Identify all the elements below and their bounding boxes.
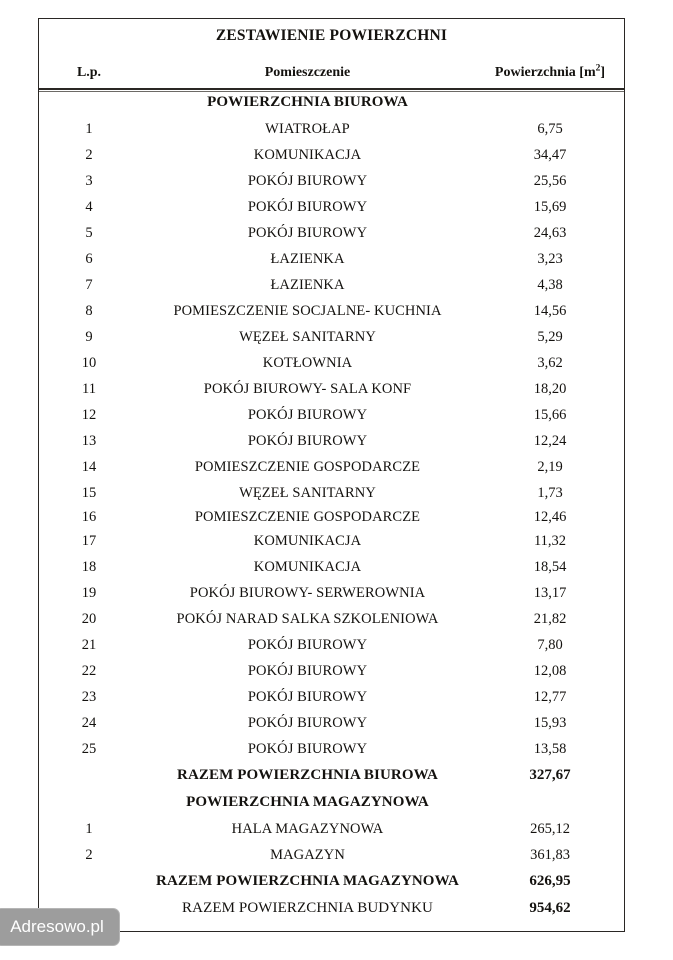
cell-name: RAZEM POWIERZCHNIA BUDYNKU xyxy=(182,900,433,916)
cell-area: 1,73 xyxy=(537,485,563,501)
table-row xyxy=(39,381,624,407)
cell-name: POKÓJ BIUROWY xyxy=(247,689,368,705)
cell-area: 15,66 xyxy=(533,407,567,423)
cell-area: 327,67 xyxy=(529,767,571,783)
cell-name: KOMUNIKACJA xyxy=(253,533,362,549)
cell-name: POKÓJ NARAD SALKA SZKOLENIOWA xyxy=(176,611,439,627)
watermark-badge xyxy=(0,908,120,946)
column-header-row xyxy=(39,65,624,88)
table-row xyxy=(39,121,624,147)
cell-name: POKÓJ BIUROWY xyxy=(247,715,368,731)
table-row xyxy=(39,407,624,433)
table-row xyxy=(39,509,624,533)
table-row xyxy=(39,147,624,173)
cell-index: 5 xyxy=(85,225,93,241)
cell-name: WIATROŁAP xyxy=(265,121,350,137)
section-heading-row xyxy=(39,94,624,121)
cell-name: ŁAZIENKA xyxy=(270,251,345,267)
table-row xyxy=(39,355,624,381)
column-header-area-suffix: ] xyxy=(600,65,606,80)
section-total-row xyxy=(39,873,624,900)
cell-area: 12,24 xyxy=(533,433,567,449)
cell-area: 4,38 xyxy=(537,277,563,293)
column-header-area-superscript: 2 xyxy=(595,63,601,74)
cell-index: 10 xyxy=(81,355,97,371)
column-header-name: Pomieszczenie xyxy=(264,65,351,80)
cell-area: 18,54 xyxy=(533,559,567,575)
cell-index: 11 xyxy=(82,381,96,397)
table-row xyxy=(39,663,624,689)
table-row xyxy=(39,173,624,199)
cell-index: 13 xyxy=(81,433,97,449)
cell-index: 18 xyxy=(81,559,97,575)
table-row xyxy=(39,303,624,329)
cell-name: POMIESZCZENIE SOCJALNE- KUCHNIA xyxy=(173,303,442,319)
table-row xyxy=(39,329,624,355)
table-row xyxy=(39,199,624,225)
cell-index: 2 xyxy=(85,847,93,863)
table-row xyxy=(39,611,624,637)
section-total-row xyxy=(39,767,624,794)
cell-area: 34,47 xyxy=(533,147,567,163)
table-row xyxy=(39,689,624,715)
cell-area: 3,62 xyxy=(537,355,563,371)
cell-area: 15,69 xyxy=(533,199,567,215)
cell-area: 12,46 xyxy=(533,509,567,525)
cell-area: 25,56 xyxy=(533,173,567,189)
cell-name: POKÓJ BIUROWY xyxy=(247,173,368,189)
cell-name: KOMUNIKACJA xyxy=(253,559,362,575)
column-header-area-prefix: Powierzchnia [m xyxy=(494,65,596,80)
cell-index: 1 xyxy=(85,821,93,837)
cell-area: 12,77 xyxy=(533,689,567,705)
table-row xyxy=(39,485,624,509)
area-summary-table xyxy=(38,18,625,932)
cell-index: 15 xyxy=(81,485,97,501)
cell-area: 14,56 xyxy=(533,303,567,319)
cell-area: 265,12 xyxy=(530,821,570,837)
cell-index: 7 xyxy=(85,277,93,293)
table-row xyxy=(39,251,624,277)
cell-name: POKÓJ BIUROWY- SALA KONF xyxy=(203,381,412,397)
cell-area: 13,17 xyxy=(533,585,567,601)
cell-name: POKÓJ BIUROWY xyxy=(247,407,368,423)
cell-index: 23 xyxy=(81,689,97,705)
cell-index: 12 xyxy=(81,407,97,423)
section-heading-row xyxy=(39,794,624,821)
cell-area: 7,80 xyxy=(537,637,563,653)
cell-area: 12,08 xyxy=(533,663,567,679)
cell-name: RAZEM POWIERZCHNIA BIUROWA xyxy=(177,767,438,783)
grand-total-row xyxy=(39,900,624,927)
cell-name: RAZEM POWIERZCHNIA MAGAZYNOWA xyxy=(156,873,459,889)
cell-index: 4 xyxy=(85,199,93,215)
cell-index: 25 xyxy=(81,741,97,757)
page-title: ZESTAWIENIE POWIERZCHNI xyxy=(215,27,448,44)
table-row xyxy=(39,533,624,559)
table-row xyxy=(39,715,624,741)
table-row xyxy=(39,433,624,459)
cell-name: POKÓJ BIUROWY xyxy=(247,225,368,241)
cell-index: 24 xyxy=(81,715,97,731)
cell-name: POWIERZCHNIA BIUROWA xyxy=(207,94,408,110)
cell-index: 14 xyxy=(81,459,97,475)
table-header-block xyxy=(39,19,624,88)
table-row xyxy=(39,585,624,611)
cell-name: POKÓJ BIUROWY xyxy=(247,637,368,653)
cell-name: KOMUNIKACJA xyxy=(253,147,362,163)
cell-area: 18,20 xyxy=(533,381,567,397)
column-header-area xyxy=(476,65,624,81)
cell-index: 8 xyxy=(85,303,93,319)
cell-name: POMIESZCZENIE GOSPODARCZE xyxy=(194,459,421,475)
cell-area: 11,32 xyxy=(533,533,567,549)
cell-index: 22 xyxy=(81,663,97,679)
table-row xyxy=(39,741,624,767)
cell-area: 24,63 xyxy=(533,225,567,241)
cell-name: POKÓJ BIUROWY xyxy=(247,741,368,757)
table-row xyxy=(39,559,624,585)
cell-name: POKÓJ BIUROWY xyxy=(247,663,368,679)
cell-area: 13,58 xyxy=(533,741,567,757)
cell-area: 361,83 xyxy=(530,847,570,863)
cell-name: POKÓJ BIUROWY xyxy=(247,433,368,449)
table-row xyxy=(39,821,624,847)
column-header-index: L.p. xyxy=(76,65,102,80)
cell-name: HALA MAGAZYNOWA xyxy=(231,821,384,837)
cell-area: 5,29 xyxy=(537,329,563,345)
cell-area: 6,75 xyxy=(537,121,563,137)
cell-name: POKÓJ BIUROWY- SERWEROWNIA xyxy=(189,585,426,601)
cell-index: 6 xyxy=(85,251,93,267)
cell-name: POWIERZCHNIA MAGAZYNOWA xyxy=(186,794,429,810)
watermark-label: Adresowo.pl xyxy=(10,917,104,936)
cell-area: 954,62 xyxy=(529,900,571,916)
cell-index: 9 xyxy=(85,329,93,345)
cell-area: 3,23 xyxy=(537,251,563,267)
cell-index: 3 xyxy=(85,173,93,189)
cell-name: WĘZEŁ SANITARNY xyxy=(239,329,376,345)
cell-index: 16 xyxy=(81,509,97,525)
cell-area: 626,95 xyxy=(529,873,571,889)
cell-name: POMIESZCZENIE GOSPODARCZE xyxy=(194,509,421,525)
table-row xyxy=(39,459,624,485)
cell-index: 1 xyxy=(85,121,93,137)
cell-index: 21 xyxy=(81,637,97,653)
table-row xyxy=(39,277,624,303)
cell-name: POKÓJ BIUROWY xyxy=(247,199,368,215)
cell-name: WĘZEŁ SANITARNY xyxy=(239,485,376,501)
table-row xyxy=(39,225,624,251)
cell-index: 20 xyxy=(81,611,97,627)
cell-area: 15,93 xyxy=(533,715,567,731)
table-body xyxy=(39,92,624,931)
cell-name: ŁAZIENKA xyxy=(270,277,345,293)
table-row xyxy=(39,847,624,873)
cell-area: 21,82 xyxy=(533,611,567,627)
cell-index: 2 xyxy=(85,147,93,163)
cell-name: KOTŁOWNIA xyxy=(262,355,353,371)
cell-name: MAGAZYN xyxy=(270,847,345,863)
table-row xyxy=(39,637,624,663)
cell-index: 17 xyxy=(81,533,97,549)
cell-index: 19 xyxy=(81,585,97,601)
cell-area: 2,19 xyxy=(537,459,563,475)
